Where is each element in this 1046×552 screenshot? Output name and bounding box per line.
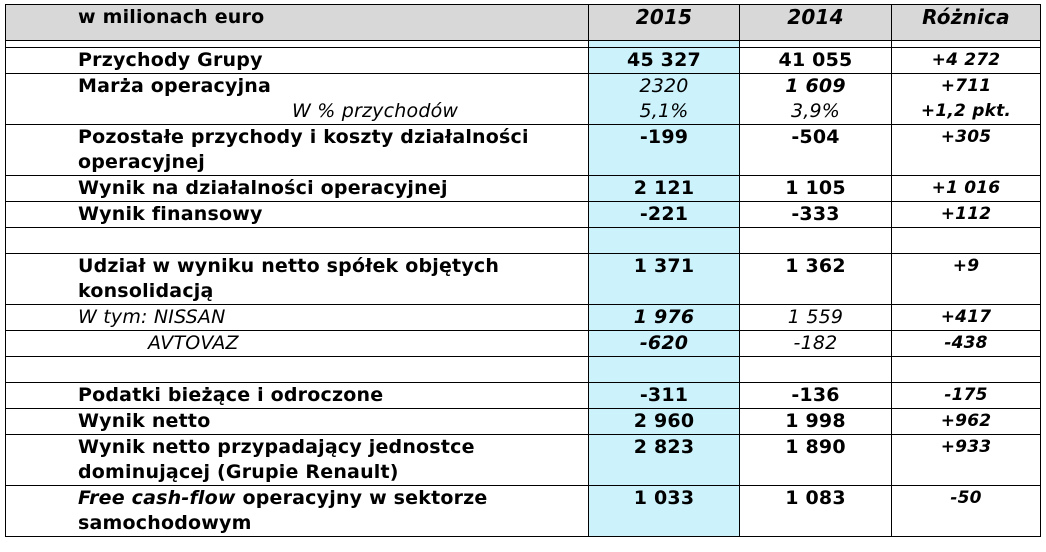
row-label: Wynik finansowy (6, 202, 589, 228)
value-diff: +9 (892, 254, 1041, 305)
row-label: Pozostałe przychody i koszty działalności operacyjnej (6, 125, 589, 176)
value-2015: 45 327 (589, 48, 740, 74)
table-row (6, 202, 1041, 228)
table-row (6, 409, 1041, 435)
value-diff: +417 (892, 305, 1041, 331)
value-2015: -620 (589, 331, 740, 357)
row-label: Wynik na działalności operacyjnej (6, 176, 589, 202)
value-2014: 1 890 (740, 435, 892, 486)
table-row (6, 486, 1041, 537)
table-row (6, 176, 1041, 202)
value-2014: 1 998 (740, 409, 892, 435)
row-label: Marża operacyjna (6, 74, 589, 100)
blank-row (6, 228, 1041, 254)
spacer-row (6, 41, 1041, 48)
header-label: w milionach euro (6, 5, 589, 41)
row-label: AVTOVAZ (6, 331, 589, 357)
value-2015: -221 (589, 202, 740, 228)
value-2015: -311 (589, 383, 740, 409)
row-label: Udział w wyniku netto spółek objętych konsolidacją (6, 254, 589, 305)
value-2014: 41 055 (740, 48, 892, 74)
header-2014: 2014 (740, 5, 892, 41)
value-2014: 1 083 (740, 486, 892, 537)
row-label: Przychody Grupy (6, 48, 589, 74)
value-diff: +112 (892, 202, 1041, 228)
value-2014: -182 (740, 331, 892, 357)
table-row (6, 305, 1041, 331)
blank-row (6, 357, 1041, 383)
value-2015: -199 (589, 125, 740, 176)
table-row (6, 48, 1041, 74)
row-label: Wynik netto (6, 409, 589, 435)
value-diff: +933 (892, 435, 1041, 486)
value-diff: +962 (892, 409, 1041, 435)
value-2015: 5,1% (589, 99, 740, 125)
value-diff: -438 (892, 331, 1041, 357)
value-diff: +1 016 (892, 176, 1041, 202)
table-row (6, 331, 1041, 357)
value-2015: 1 371 (589, 254, 740, 305)
table-row (6, 435, 1041, 486)
row-label: W % przychodów (6, 99, 589, 125)
row-label: W tym: NISSAN (6, 305, 589, 331)
value-2015: 2320 (589, 74, 740, 100)
value-diff: +305 (892, 125, 1041, 176)
table-row (6, 254, 1041, 305)
value-2014: 1 105 (740, 176, 892, 202)
value-2014: 1 362 (740, 254, 892, 305)
value-2014: -504 (740, 125, 892, 176)
header-row (6, 5, 1041, 41)
value-diff: +4 272 (892, 48, 1041, 74)
value-2014: 1 559 (740, 305, 892, 331)
row-label: Podatki bieżące i odroczone (6, 383, 589, 409)
results-table (5, 4, 1041, 537)
table-row (6, 125, 1041, 176)
value-diff: +1,2 pkt. (892, 99, 1041, 125)
value-2014: 1 609 (740, 74, 892, 100)
value-2014: -333 (740, 202, 892, 228)
value-2014: 3,9% (740, 99, 892, 125)
value-2015: 2 960 (589, 409, 740, 435)
value-diff: +711 (892, 74, 1041, 100)
row-label: Wynik netto przypadający jednostce dominującej (Grupie Renault) (6, 435, 589, 486)
table-row (6, 383, 1041, 409)
value-2015: 2 121 (589, 176, 740, 202)
row-label: Free cash-flow operacyjny w sektorze samochodowym (6, 486, 589, 537)
table-row (6, 74, 1041, 100)
value-2015: 1 976 (589, 305, 740, 331)
header-2015: 2015 (589, 5, 740, 41)
value-diff: -175 (892, 383, 1041, 409)
value-2014: -136 (740, 383, 892, 409)
table-row (6, 99, 1041, 125)
value-diff: -50 (892, 486, 1041, 537)
header-diff: Różnica (892, 5, 1041, 41)
value-2015: 1 033 (589, 486, 740, 537)
value-2015: 2 823 (589, 435, 740, 486)
